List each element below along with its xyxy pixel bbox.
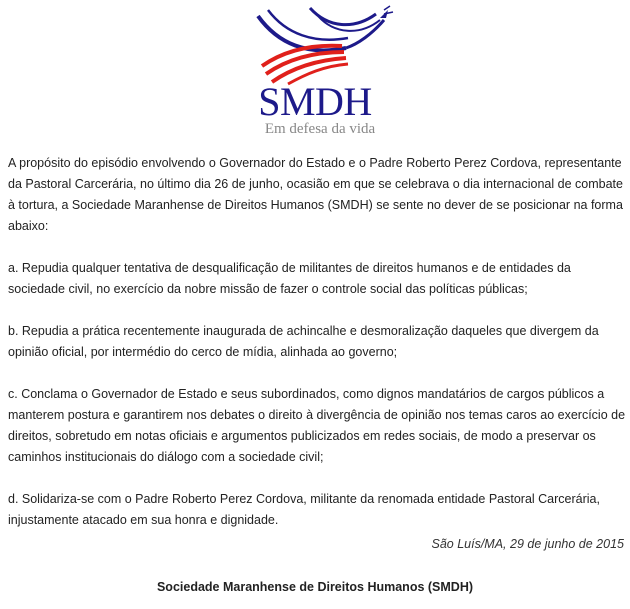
dove-logo-icon	[248, 4, 396, 86]
item-c-paragraph: c. Conclama o Governador de Estado e seus subordinados, como dignos mandatários de cargos públicos a manterem postura e garantirem nos debates o direito à divergência de opinião nos temas caros ao exercício de direitos, sobretudo em notas oficiais e argumentos publicizados em redes sociais, de modo a preservar os caminhos institucionais do diálogo com a sociedade civil;	[8, 387, 626, 464]
statement-body	[8, 153, 628, 552]
smdh-logo	[240, 4, 400, 136]
logo-tagline: Em defesa da vida	[264, 121, 376, 137]
place-date: São Luís/MA, 29 de junho de 2015	[431, 537, 624, 551]
item-a-paragraph: a. Repudia qualquer tentativa de desqualificação de militantes de direitos humanos e de entidades da sociedade civil, no exercício da nobre missão de fazer o controle social das políticas públicas;	[8, 261, 571, 296]
intro-paragraph: A propósito do episódio envolvendo o Governador do Estado e o Padre Roberto Perez Cordova, representante da Pastoral Carcerária, no último dia 26 de junho, ocasião em que se celebrava o dia internacional de combate à tortura, a Sociedade Maranhense de Direitos Humanos (SMDH) se sente no dever de se posicionar na forma abaixo:	[8, 156, 623, 233]
item-b-paragraph: b. Repudia a prática recentemente inaugurada de achincalhe e desmoralização daqueles que divergem da opinião oficial, por intermédio do cerco de mídia, alinhada ao governo;	[8, 324, 599, 359]
item-d-paragraph: d. Solidariza-se com o Padre Roberto Perez Cordova, militante da renomada entidade Pastoral Carcerária, injustamente atacado em sua honra e dignidade.	[8, 492, 600, 527]
logo-title: SMDH	[258, 79, 372, 124]
organization-signature: Sociedade Maranhense de Direitos Humanos (SMDH)	[156, 580, 474, 594]
